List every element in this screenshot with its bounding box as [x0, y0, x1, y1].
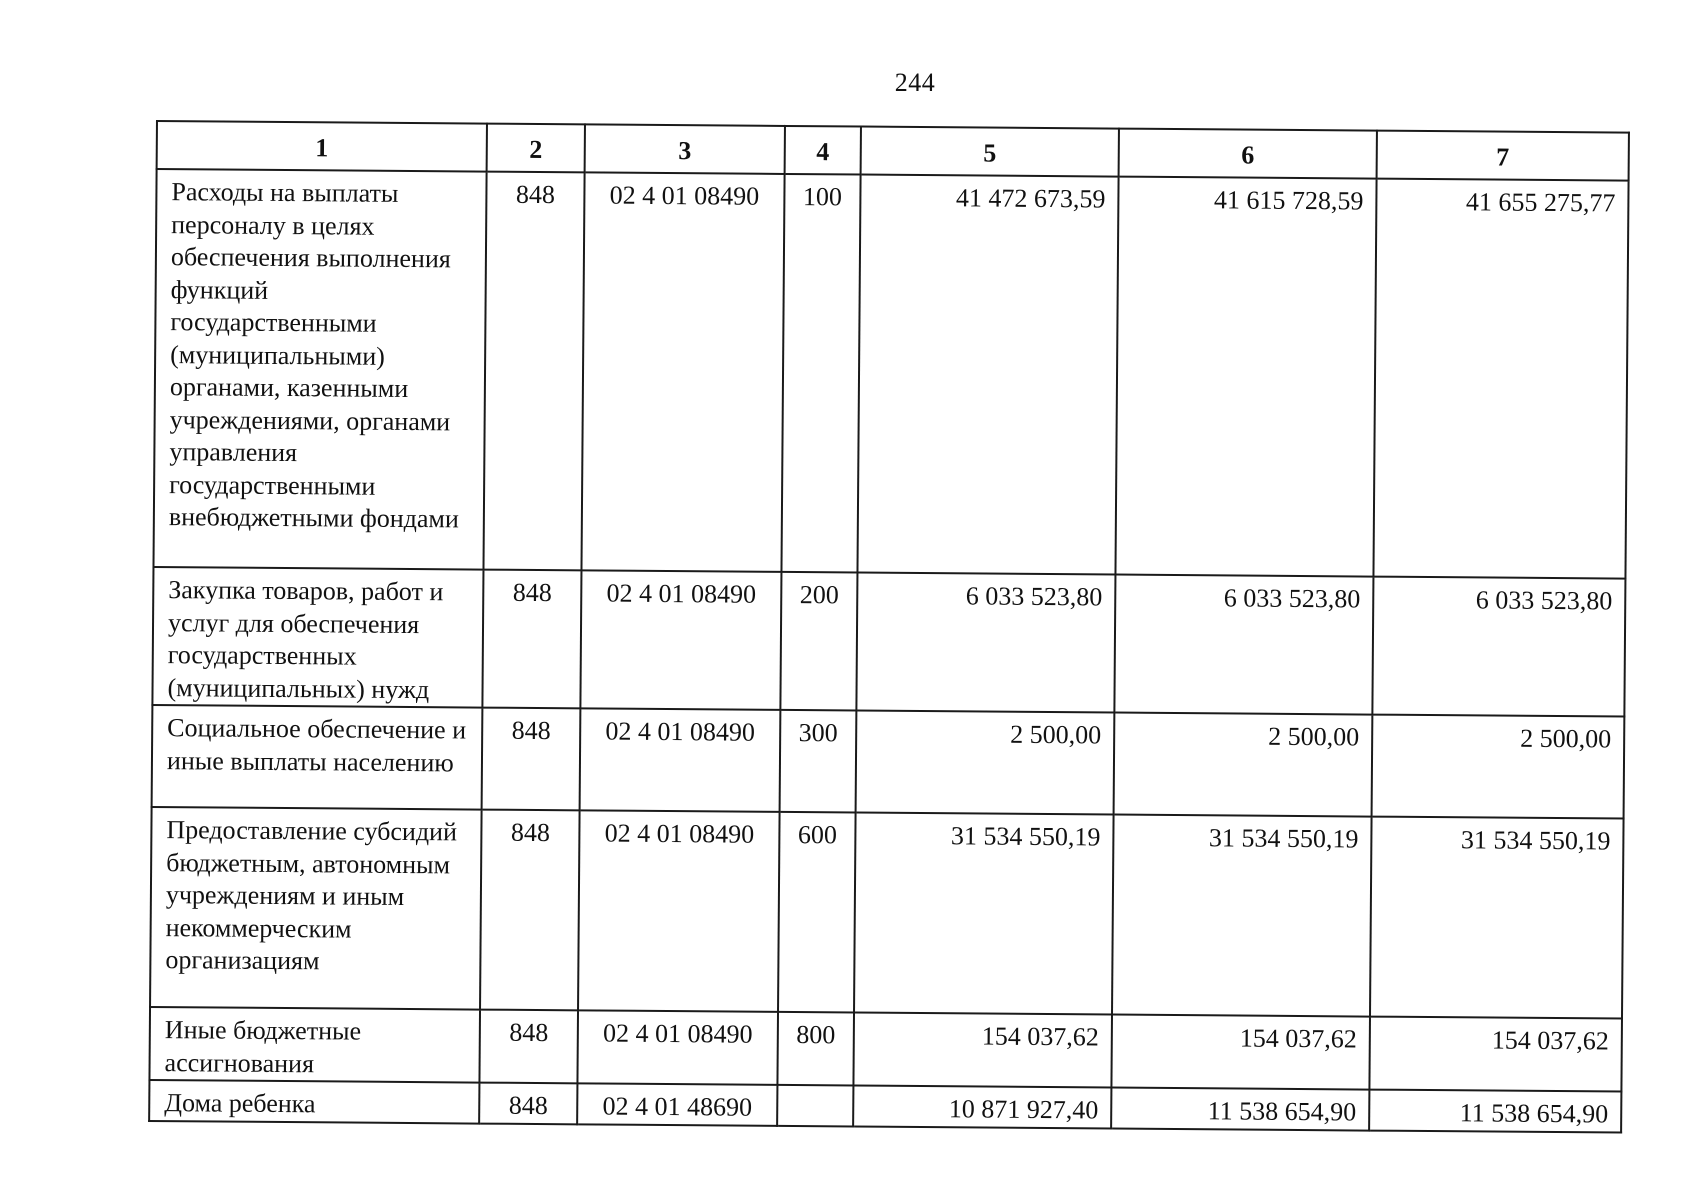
department-code-cell: 848	[483, 172, 584, 571]
expense-type-cell	[777, 1085, 853, 1126]
amount-cell: 154 037,62	[1369, 1017, 1622, 1092]
column-header: 1	[157, 121, 487, 172]
table-row	[152, 567, 1625, 717]
department-code-cell: 848	[482, 570, 581, 709]
target-item-code-cell: 02 4 01 08490	[580, 570, 781, 710]
amount-cell: 6 033 523,80	[856, 573, 1115, 713]
amount-cell: 10 871 927,40	[853, 1086, 1111, 1129]
table-row	[152, 705, 1625, 819]
table-row	[149, 1007, 1622, 1092]
amount-cell: 6 033 523,80	[1114, 575, 1373, 715]
target-item-code-cell: 02 4 01 48690	[577, 1083, 777, 1125]
amount-cell: 2 500,00	[856, 711, 1115, 815]
amount-cell: 31 534 550,19	[1112, 815, 1372, 1017]
column-header: 2	[487, 124, 585, 173]
amount-cell: 41 655 275,77	[1373, 179, 1628, 579]
amount-cell: 31 534 550,19	[1370, 817, 1624, 1019]
expense-type-cell: 300	[780, 710, 857, 813]
amount-cell: 11 538 654,90	[1111, 1088, 1369, 1131]
expense-name-cell: Иные бюджетные ассигнования	[149, 1007, 480, 1083]
expense-type-cell: 800	[777, 1012, 854, 1086]
amount-cell: 154 037,62	[853, 1013, 1112, 1088]
target-item-code-cell: 02 4 01 08490	[580, 708, 781, 812]
table-row	[150, 807, 1624, 1019]
amount-cell: 154 037,62	[1111, 1015, 1370, 1090]
department-code-cell: 848	[479, 1083, 577, 1124]
expense-name-cell: Предоставление субсидий бюджетным, автономным учреждениям и иным некоммерческим организациям	[150, 807, 482, 1010]
page-number: 244	[894, 68, 936, 97]
column-header: 5	[861, 127, 1119, 177]
expense-name-cell: Дома ребенка	[149, 1080, 479, 1123]
expense-type-cell: 100	[781, 174, 860, 573]
column-header: 6	[1119, 129, 1377, 179]
expense-type-cell: 200	[780, 572, 857, 711]
amount-cell: 6 033 523,80	[1372, 577, 1625, 717]
department-code-cell: 848	[480, 810, 580, 1011]
table-row	[153, 169, 1628, 579]
column-header: 4	[785, 126, 861, 175]
target-item-code-cell: 02 4 01 08490	[581, 172, 784, 572]
expense-name-cell: Закупка товаров, работ и услуг для обеспечения государственных (муниципальных) нужд	[152, 567, 483, 708]
column-header: 3	[585, 124, 785, 174]
target-item-code-cell: 02 4 01 08490	[577, 1010, 778, 1085]
amount-cell: 31 534 550,19	[854, 813, 1114, 1015]
amount-cell: 2 500,00	[1372, 715, 1625, 819]
amount-cell: 41 472 673,59	[857, 175, 1118, 575]
expense-name-cell: Расходы на выплаты персоналу в целях обеспечения выполнения функций государственными (муниципальными) органами, казенными учреждениями, органами управления государственными внебюджетными фондами	[153, 169, 486, 570]
budget-table	[148, 120, 1630, 1133]
column-header: 7	[1377, 131, 1629, 181]
department-code-cell: 848	[482, 708, 581, 811]
amount-cell: 41 615 728,59	[1115, 177, 1376, 577]
department-code-cell: 848	[479, 1010, 578, 1084]
target-item-code-cell: 02 4 01 08490	[578, 810, 780, 1012]
amount-cell: 2 500,00	[1114, 713, 1373, 817]
amount-cell: 11 538 654,90	[1369, 1090, 1621, 1132]
expense-type-cell: 600	[778, 812, 856, 1013]
expense-name-cell: Социальное обеспечение и иные выплаты населению	[152, 705, 483, 810]
